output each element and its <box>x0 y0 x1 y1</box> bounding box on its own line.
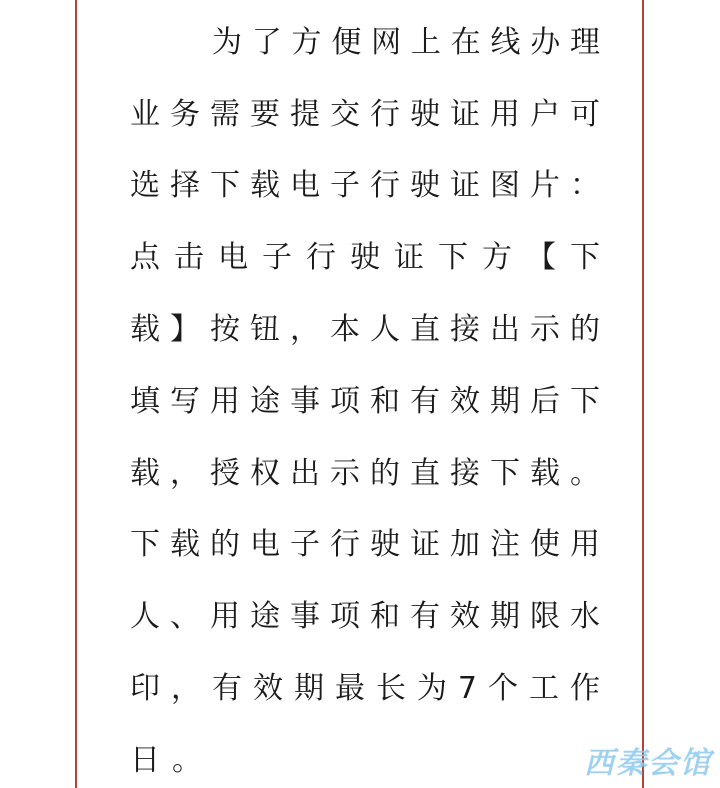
right-border-line <box>642 0 644 788</box>
text-line: 填写用途事项和有效期后下 <box>130 384 600 419</box>
text-line: 载，授权出示的直接下载。 <box>130 456 600 491</box>
text-line: 业务需要提交行驶证用户可 <box>130 97 600 132</box>
text-line: 日。 <box>130 743 214 778</box>
watermark-logo: 西秦会馆 <box>584 746 712 781</box>
text-line: 为了方便网上在线办理 <box>212 25 600 60</box>
left-border-line <box>75 0 77 788</box>
text-line: 选择下载电子行驶证图片： <box>130 168 600 203</box>
text-line: 载】按钮，本人直接出示的 <box>130 312 600 347</box>
text-line: 下载的电子行驶证加注使用 <box>130 527 600 562</box>
text-line: 人、用途事项和有效期限水 <box>130 599 600 634</box>
text-line: 点击电子行驶证下方【下 <box>130 240 600 275</box>
text-line: 印，有效期最长为7个工作 <box>130 671 600 706</box>
